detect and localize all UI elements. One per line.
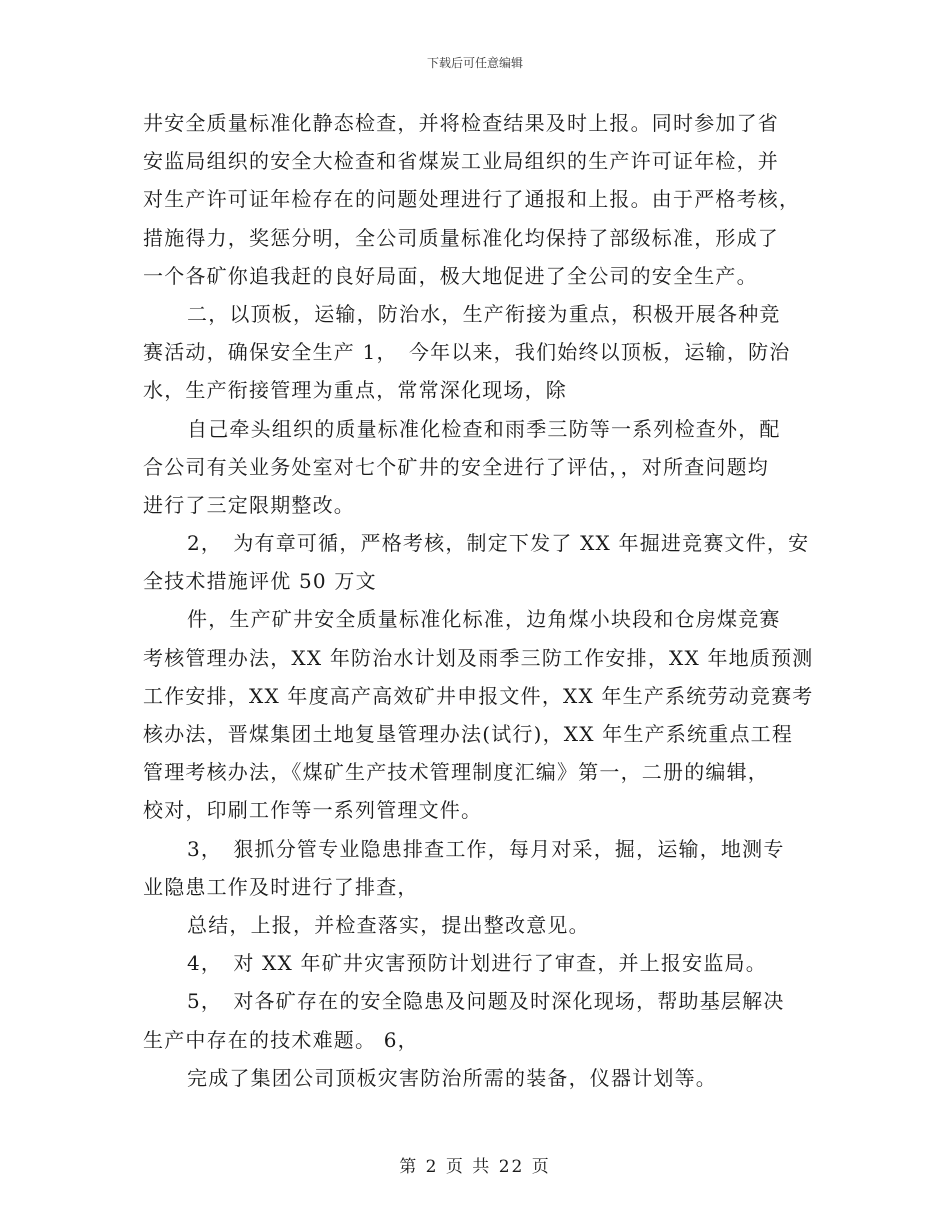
body-line: 全技术措施评优 50 万文 <box>143 569 377 594</box>
body-line: 完成了集团公司顶板灾害防治所需的装备，仪器计划等。 <box>187 1065 717 1090</box>
body-line: 二，以顶板，运输，防治水，生产衔接为重点，积极开展各种竞 <box>187 301 781 326</box>
document-body <box>143 104 814 1097</box>
body-line: 5， 对各矿存在的安全隐患及问题及时深化现场，帮助基层解决 <box>187 989 785 1014</box>
body-line: 校对，印刷工作等一系列管理文件。 <box>143 798 483 823</box>
page-header: 下载后可任意编辑 <box>426 56 523 70</box>
body-line: 对生产许可证年检存在的问题处理进行了通报和上报。由于严格考核， <box>143 187 801 212</box>
body-line: 总结，上报，并检查落实，提出整改意见。 <box>187 912 590 937</box>
body-line: 考核管理办法，XX 年防治水计划及雨季三防工作安排，XX 年地质预测 <box>143 645 814 670</box>
body-line: 自己牵头组织的质量标准化检查和雨季三防等一系列检查外，配 <box>187 416 781 441</box>
body-line: 井安全质量标准化静态检查，并将检查结果及时上报。同时参加了省 <box>143 111 779 135</box>
body-line: 生产中存在的技术难题。 6， <box>143 1027 419 1052</box>
page-number: 第 2 页 共 22 页 <box>399 1157 551 1177</box>
body-line: 4， 对 XX 年矿井灾害预防计划进行了审查，并上报安监局。 <box>187 951 767 976</box>
body-line: 赛活动，确保安全生产 1， 今年以来，我们始终以顶板，运输，防治 <box>143 340 791 365</box>
body-line: 工作安排，XX 年度高产高效矿井申报文件，XX 年生产系统劳动竞赛考 <box>143 683 814 708</box>
body-line: 3， 狠抓分管专业隐患排查工作，每月对采，掘，运输，地测专 <box>187 836 785 861</box>
body-line: 合公司有关业务处室对七个矿井的安全进行了评估，，对所查问题均 <box>143 454 769 479</box>
body-line: 水，生产衔接管理为重点，常常深化现场，除 <box>143 378 567 403</box>
body-line: 2， 为有章可循，严格考核，制定下发了 XX 年掘进竞赛文件，安 <box>187 531 810 556</box>
body-line: 一个各矿你追我赶的良好局面，极大地促进了全公司的安全生产。 <box>143 263 758 288</box>
body-line: 管理考核办法，《煤矿生产技术管理制度汇编》第一，二册的编辑， <box>143 760 769 785</box>
body-line: 核办法，晋煤集团土地复垦管理办法(试行)，XX 年生产系统重点工程 <box>143 722 794 746</box>
body-line: 业隐患工作及时进行了排查， <box>143 874 419 899</box>
body-line: 安监局组织的安全大检查和省煤炭工业局组织的生产许可证年检，并 <box>143 149 779 174</box>
body-line: 措施得力，奖惩分明，全公司质量标准化均保持了部级标准，形成了 <box>143 225 779 250</box>
body-line: 进行了三定限期整改。 <box>143 492 355 517</box>
body-line: 件，生产矿井安全质量标准化标准，边角煤小块段和仓房煤竞赛 <box>187 607 781 632</box>
